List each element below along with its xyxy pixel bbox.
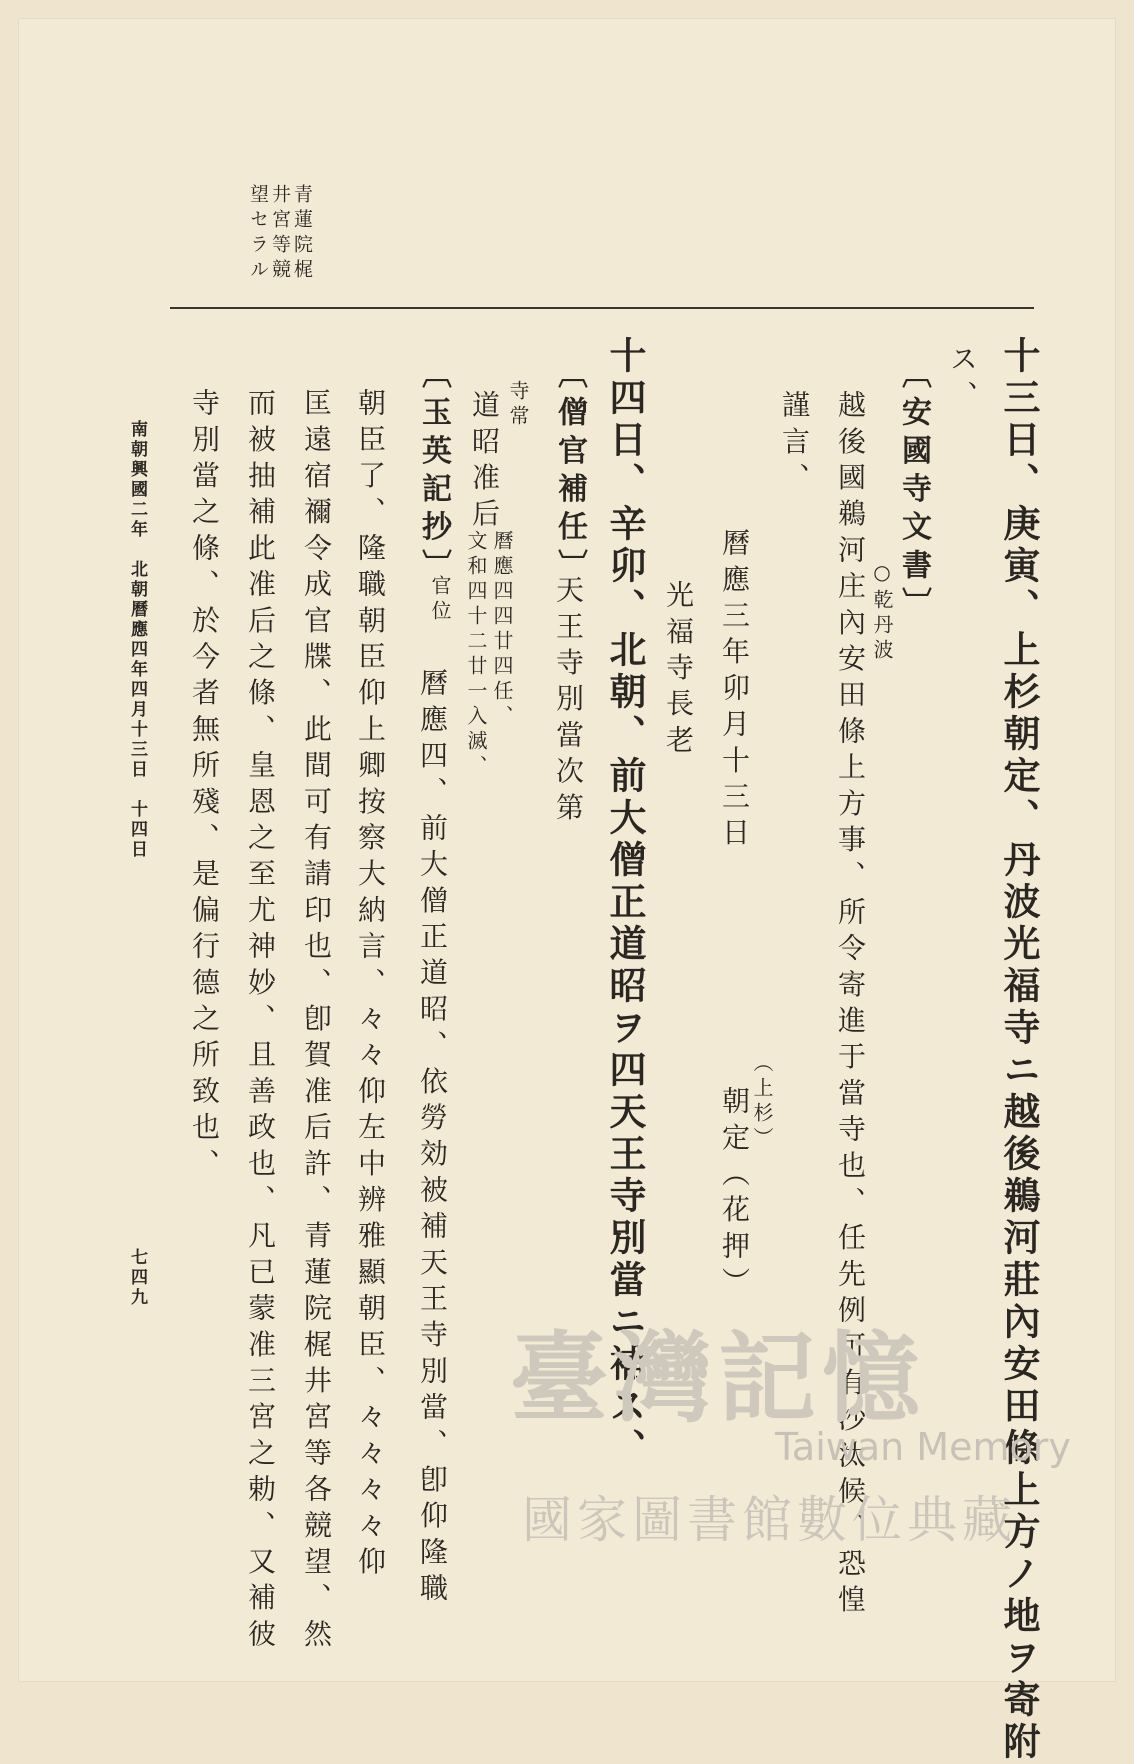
margin-note-col3: 望セラル xyxy=(247,184,269,284)
entry2-heading: 十四日、辛卯、北朝、前大僧正道昭ヲ四天王寺別當ニ補ス、 xyxy=(603,336,647,1470)
entry1-heading: 十三日、庚寅、上杉朝定、丹波光福寺ニ越後鵜河莊內安田條上方ノ地ヲ寄附 xyxy=(997,336,1041,1764)
header-rule xyxy=(170,307,1034,309)
entry1-signature-note: （上杉） xyxy=(750,1052,774,1152)
entry2-source1-line2: 道昭准后 xyxy=(468,390,501,535)
entry2-source1-note-c: 文和四十二廿一入滅、 xyxy=(464,530,488,780)
entry1-document-line2: 謹言、 xyxy=(778,390,811,499)
entry2-source1-note-b: 曆應四四廿四任、 xyxy=(490,530,514,730)
page-number: 七四九 xyxy=(127,1248,147,1308)
entry1-date: 曆應三年卯月十三日 xyxy=(718,528,751,854)
entry2-text-line1: 曆應四、前大僧正道昭、依勞効被補天王寺別當、卽仰隆職 xyxy=(416,668,449,1610)
entry2-source1-title: 天王寺別當次第 xyxy=(552,575,585,829)
entry1-heading-continuation: ス、 xyxy=(946,344,979,417)
entry2-source1-note-a: 寺常 xyxy=(506,380,530,430)
entry2-text-line3: 匡遠宿禰令成官牒、此間可有請印也、卽賀准后許、青蓮院梶井宮等各競望、然 xyxy=(300,388,333,1655)
entry1-source: 〔安國寺文書〕 xyxy=(896,358,931,626)
watermark-taiwan-memory-chinese: 臺灣記憶 xyxy=(510,1321,927,1436)
entry2-text-line4: 而被抽補此准后之條、皇恩之至尤神妙、且善政也、凡已蒙准三宮之勅、又補彼 xyxy=(244,388,277,1655)
entry1-source-note: ○乾丹波 xyxy=(870,560,894,664)
entry2-source2: 〔玉英記抄〕 xyxy=(416,358,451,588)
watermark-national-library: 國家圖書館數位典藏 xyxy=(522,1491,1017,1549)
margin-note-col2: 井宮等競 xyxy=(269,184,291,284)
running-title: 南朝興國二年 北朝曆應四年四月十三日 十四日 xyxy=(127,420,147,860)
entry2-source1: 〔僧官補任〕 xyxy=(552,358,587,588)
entry1-document-line1: 越後國鵜河庄內安田條上方事、所令寄進于當寺也、任先例可有沙汰候、恐惶 xyxy=(834,390,867,1621)
watermark-taiwan-memory-english: Taiwan Memory xyxy=(775,1425,1071,1469)
entry2-text-line5: 寺別當之條、於今者無所殘、是偏行德之所致也、 xyxy=(188,388,221,1185)
entry2-text-line2: 朝臣了、隆職朝臣仰上卿按察大納言、々々仰左中辨雅顯朝臣、々々々々仰 xyxy=(354,388,387,1583)
entry1-recipient: 光福寺長老 xyxy=(662,580,695,761)
entry2-source2-subheading: 官位 xyxy=(428,575,452,625)
entry1-signature: 朝定（花押） xyxy=(718,1086,751,1304)
margin-note-col1: 青蓮院梶 xyxy=(291,184,313,284)
